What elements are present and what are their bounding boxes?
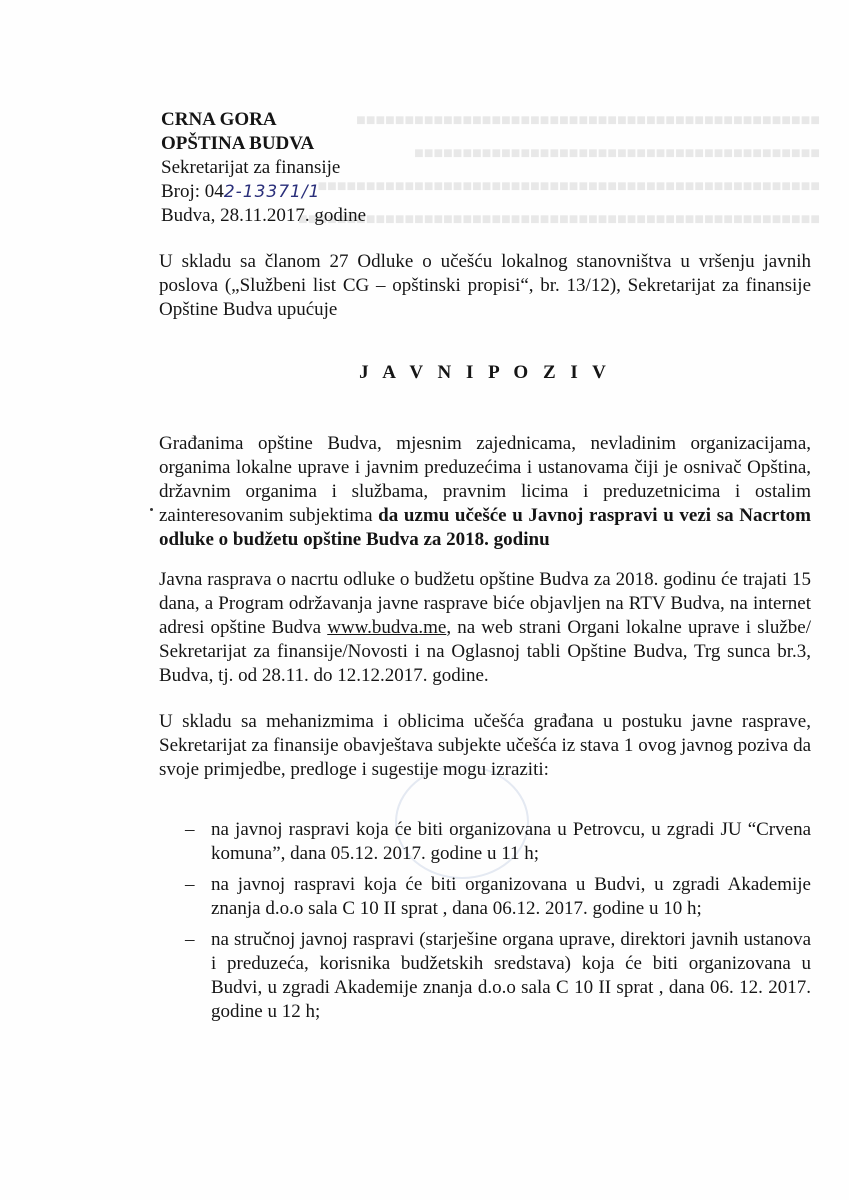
place-date: Budva, 28.11.2017. godine bbox=[161, 205, 367, 226]
duration-paragraph bbox=[159, 568, 811, 688]
country-name: CRNA GORA bbox=[161, 109, 277, 130]
document-number bbox=[161, 180, 366, 204]
department-name: Sekretarijat za finansije bbox=[161, 157, 341, 178]
duration-text-before-link: Javna rasprava o nacrtu odluke o budžetu opštine Budva za 2018. godinu će trajati 15 dana, a Program održavanja javne rasprave biće objavljen na RTV Budva, na internet adresi opštine Budva bbox=[159, 569, 811, 638]
list-dash: – bbox=[185, 874, 195, 895]
invitation-text: Građanima opštine Budva, mjesnim zajednicama, nevladinim organizacijama, organima lokalne uprave i javnim preduzećima i ustanovama čiji je osnivač Opština, državnim organima i službama, pravnim licima i preduzetnicima i ostalim zainteresovanim subjektima bbox=[159, 433, 811, 526]
margin-mark bbox=[150, 508, 153, 511]
list-dash: – bbox=[185, 929, 195, 950]
municipality-name: OPŠTINA BUDVA bbox=[161, 133, 315, 154]
document-number-label: Broj: 04 bbox=[161, 181, 224, 202]
invitation-paragraph bbox=[159, 432, 811, 552]
show-through-text: ■■■■■■■■■■■■■■■■■■■■■■■■■■■■■■■■■■■■■■■■■■■■■■■■ ■■■■■■■■■■■■■■■■■■■■■■■■■■■■■■■■■■■■■■■■■■ ■■■■■■■■■■■■■■■■■■■■■■■■■■■■■■■■■■■■■■■■■■■■■■■■■■■■ ■■■■■■■■■■■■■■■■■■■■■■■■■■■■■■■■■■■■■■■■■■■■■■■■■■■■■■ bbox=[298, 112, 820, 228]
intro-paragraph: U skladu sa članom 27 Odluke o učešću lokalnog stanovništva u vršenju javnih poslova („Službeni list CG – opštinski propisi“, br. 13/12), Sekretarijat za finansije Opštine Budva upućuje bbox=[159, 251, 811, 320]
list-item-text: na javnoj raspravi koja će biti organizovana u Budvi, u zgradi Akademije znanja d.o.o sala C 10 II sprat , dana 06.12. 2017. godine u 10 h; bbox=[211, 874, 811, 919]
document-number-handwritten: 2-13371/1 bbox=[223, 182, 321, 202]
mechanisms-paragraph: U skladu sa mehanizmima i oblicima učešća građana u postuku javne rasprave, Sekretarijat za finansije obavještava subjekte učešća iz stava 1 ovog javnog poziva da svoje primjedbe, predloge i sugestije mogu izraziti: bbox=[159, 711, 811, 780]
list-item-text: na javnoj raspravi koja će biti organizovana u Petrovcu, u zgradi JU “Crvena komuna”, dana 05.12. 2017. godine u 11 h; bbox=[211, 819, 811, 864]
list-item bbox=[185, 928, 811, 1024]
document-title: J A V N I P O Z I V bbox=[359, 362, 611, 383]
invitation-bold-text: da uzmu učešće u Javnoj raspravi u vezi sa Nacrtom odluke o budžetu opštine Budva za 2018. godinu bbox=[159, 505, 811, 550]
list-dash: – bbox=[185, 819, 195, 840]
website-link[interactable]: www.budva.me bbox=[327, 617, 447, 638]
document-header bbox=[161, 108, 366, 228]
duration-text-after-link: , na web strani Organi lokalne uprave i službe/ Sekretarijat za finansije/Novosti i na Oglasnoj tabli Opštine Budva, Trg sunca br.3, Budva, tj. od 28.11. do 12.12.2017. godine. bbox=[159, 617, 811, 686]
list-item-text: na stručnoj javnoj raspravi (starješine organa uprave, direktori javnih ustanova i preduzeća, korisnika budžetskih sredstava) koja će biti organizovana u Budvi, u zgradi Akademije znanja d.o.o sala C 10 II sprat , dana 06. 12. 2017. godine u 12 h; bbox=[211, 929, 811, 1022]
list-item bbox=[185, 818, 811, 866]
list-item bbox=[185, 873, 811, 921]
